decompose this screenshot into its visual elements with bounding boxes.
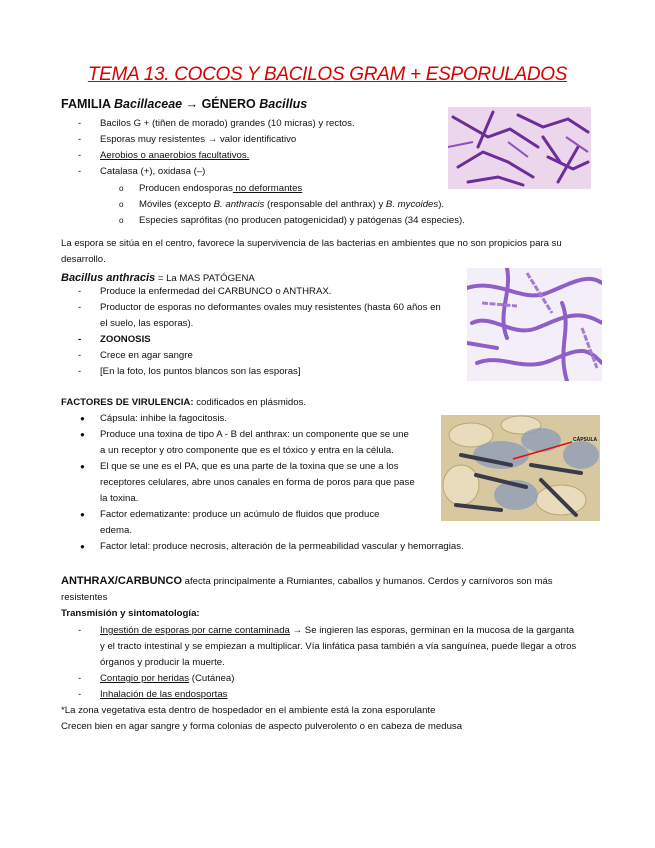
transmision-heading: Transmisión y sintomatología:	[61, 608, 200, 619]
page-title: TEMA 13. COCOS Y BACILOS GRAM + ESPORULADOS	[87, 64, 568, 85]
anthracis-list	[78, 284, 441, 380]
list-item: - [En la foto, los puntos blancos son las esporas]	[78, 366, 301, 377]
espora-paragraph: La espora se sitúa en el centro, favorece la supervivencia de las bacterias en ambientes que no son propicios para su desarrollo.	[61, 238, 562, 265]
list-item: - Produce la enfermedad del CARBUNCO o ANTHRAX.	[78, 286, 332, 297]
sub-item: o Producen endosporas no deformantes	[119, 183, 303, 194]
capsula-image	[441, 415, 600, 521]
list-item-continued: receptores celulares, abre unos canales en forma de poros para que pase	[100, 477, 415, 488]
anthracis-image	[467, 268, 602, 381]
list-item: ● Produce una toxina de tipo A - B del anthrax: un componente que se une	[80, 429, 409, 440]
list-item-continued: a un receptor y otro componente que es el tóxico y entra en la célula.	[100, 445, 394, 456]
familia-list	[78, 116, 355, 180]
list-item: ● Factor letal: produce necrosis, alteración de la permeabilidad vascular y hemorragias.	[80, 541, 464, 552]
familia-arrow: → GÉNERO	[182, 97, 260, 111]
sub-item: o Especies saprófitas (no producen patogenicidad) y patógenas (34 especies).	[119, 215, 465, 226]
list-item: ● El que se une es el PA, que es una parte de la toxina que se une a los	[80, 461, 399, 472]
list-item: - ZOONOSIS	[78, 334, 151, 345]
list-item-continued: órganos y producir la muerte.	[100, 657, 225, 668]
familia-family: Bacillaceae	[114, 97, 183, 111]
familia-genus: Bacillus	[259, 97, 308, 111]
list-item: - Inhalación de las endosportas	[78, 689, 228, 700]
list-item: - Contagio por heridas (Cutánea)	[78, 673, 235, 684]
familia-sublist	[119, 181, 465, 229]
anthracis-heading: Bacillus anthracis = La MAS PATÓGENA	[61, 272, 255, 284]
familia-heading	[61, 97, 307, 111]
virulencia-list	[80, 411, 464, 555]
familia-prefix: FAMILIA	[61, 97, 115, 111]
gram-stain-image	[448, 107, 591, 189]
sub-item: o Móviles (excepto B. anthracis (responsable del anthrax) y B. mycoides).	[119, 199, 445, 210]
notes	[61, 703, 462, 735]
list-item: - Catalasa (+), oxidasa (–)	[78, 166, 206, 177]
note-2: Crecen bien en agar sangre y forma colonias de aspecto pulverolento o en cabeza de medusa	[61, 721, 463, 732]
list-item: ● Factor edematizante: produce un acúmulo de fluidos que produce	[80, 509, 380, 520]
list-item-continued: y el tracto intestinal y se empiezan a multiplicar. Vía linfática pasa también a vía sanguínea, puede llegar a otros	[100, 641, 577, 652]
note-1: *La zona vegetativa esta dentro de hospedador en el ambiente está la zona esporulante	[61, 705, 436, 716]
list-item-continued: el suelo, las esporas).	[100, 318, 194, 329]
list-item: - Bacilos G + (tiñen de morado) grandes (10 micras) y rectos.	[78, 118, 355, 129]
list-item: ● Cápsula: inhibe la fagocitosis.	[80, 413, 227, 424]
transmision-list	[78, 623, 577, 703]
anthrax-section: ANTHRAX/CARBUNCO afecta principalmente a Rumiantes, caballos y humanos. Cerdos y carnívoros son más resistentes Transmisión y sintomatología:	[61, 573, 603, 622]
list-item: - Esporas muy resistentes → valor identificativo	[78, 134, 297, 145]
list-item: - Productor de esporas no deformantes ovales muy resistentes (hasta 60 años en	[78, 302, 441, 313]
list-item: - Crece en agar sangre	[78, 350, 193, 361]
list-item-continued: edema.	[100, 525, 132, 536]
capsula-label: CÁPSULA	[573, 437, 598, 443]
list-item-continued: la toxina.	[100, 493, 139, 504]
list-item: - Aerobios o anaerobios facultativos.	[78, 150, 250, 161]
virulencia-heading: FACTORES DE VIRULENCIA: codificados en plásmidos.	[61, 397, 307, 408]
list-item: - Ingestión de esporas por carne contaminada → Se ingieren las esporas, germinan en la mucosa de la garganta	[78, 625, 575, 636]
